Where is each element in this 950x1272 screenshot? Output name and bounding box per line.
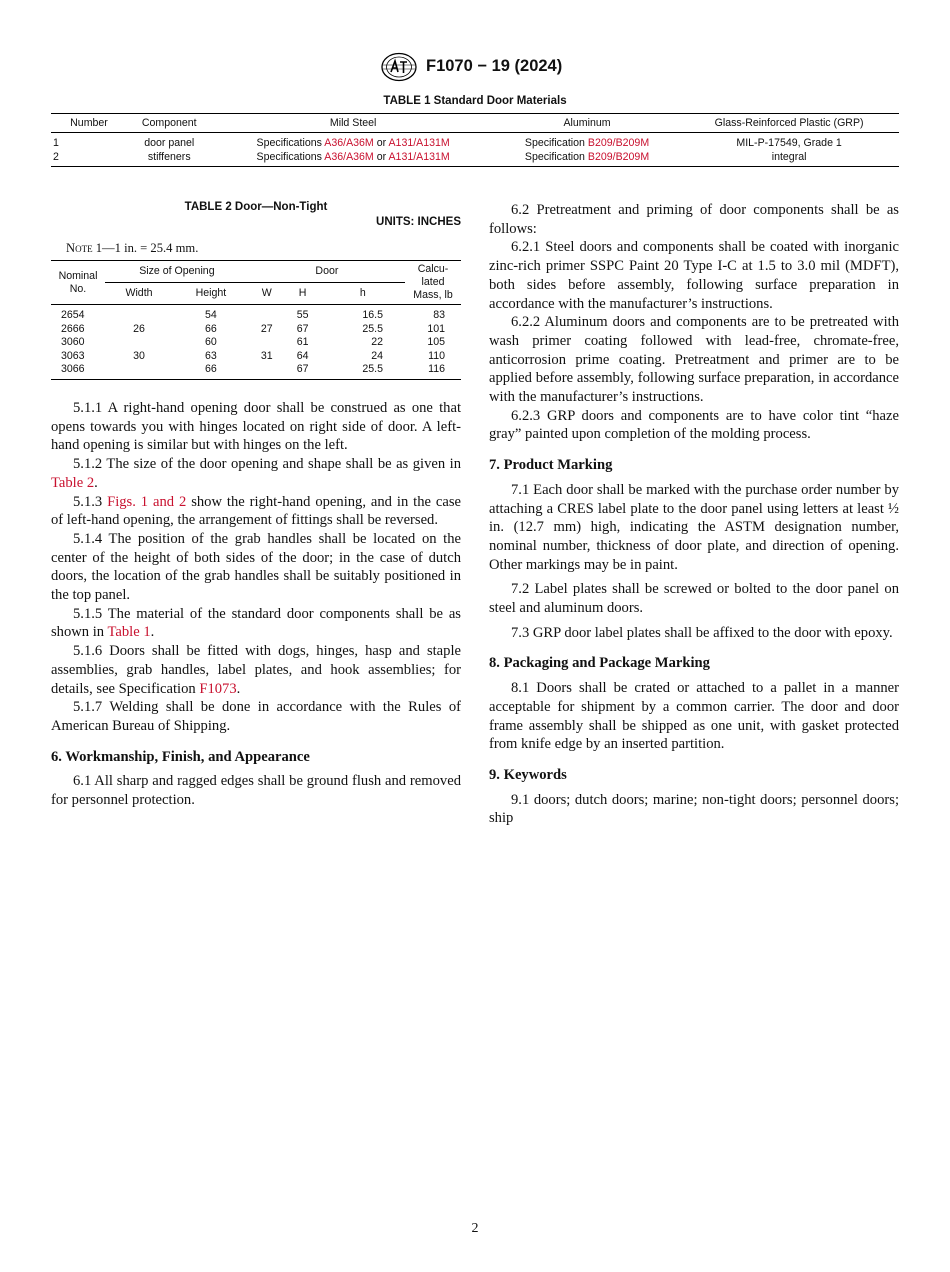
table-header-row [51,114,899,133]
column-header-W: W [249,283,285,305]
paragraph-7-3: 7.3 GRP door label plates shall be affixed to the door with epoxy. [511,624,893,641]
spec-link-a131[interactable]: A131/A131M [388,150,450,163]
cell-h: 25.5 [362,363,383,375]
column-header-size-of-opening: Size of Opening [139,265,215,277]
cell-h: 25.5 [362,322,383,335]
spec-link-b209[interactable]: B209/B209M [587,150,650,163]
cell-grp: MIL-P-17549, Grade 1 [736,137,842,149]
right-column [489,201,899,828]
cell-nominal: 2666 [61,322,85,335]
cell-grp: integral [771,150,807,163]
spec-link-a36[interactable]: A36/A36M [324,137,374,149]
paragraph-7-2: 7.2 Label plates shall be screwed or bolted to the door panel on steel and aluminum doors. [489,581,899,617]
cell-h: 16.5 [362,309,383,321]
column-header-nominal: Nominal No. [58,269,98,295]
cell-mass: 105 [427,336,445,348]
cell-height: 66 [205,322,217,335]
column-header-H: H [285,283,321,305]
cell-H: 61 [296,336,309,348]
column-header-mild-steel: Mild Steel [329,117,377,129]
column-header-height: Height [173,283,249,305]
cell-mild-steel: Specifications A36/A36M or A131/A131M [256,150,450,163]
cell-W [249,363,285,379]
cell-h: 24 [371,349,383,362]
table-row [51,323,461,337]
standard-door-materials-table [51,113,899,167]
cell-mass: 116 [428,363,445,375]
cell-H: 67 [296,322,309,335]
table-row [51,151,899,167]
section-heading-8: 8. Packaging and Package Marking [489,655,710,672]
paragraph-5-1-7: 5.1.7 Welding shall be done in accordance with the Rules of American Bureau of Shipping. [51,699,461,734]
cell-h: 22 [371,336,383,348]
paragraph-8-1: 8.1 Doors shall be crated or attached to a pallet in a manner acceptable for shipment by a common carrier. The door and door frame assembly shall be shipped as one unit, with gasket protected from knife edge by an inserted partition. [489,680,899,753]
column-header-calculated-mass: Calcu- lated Mass, lb [413,263,453,301]
table-row [51,363,461,379]
cell-aluminum: Specification B209/B209M [524,137,650,149]
table2-note: Note 1—1 in. = 25.4 mm. [66,241,199,255]
paragraph-6-2-1: 6.2.1 Steel doors and components shall be coated with inorganic zinc-rich primer SSPC Paint 20 Type I-C at 1.5 to 3.0 mil (MDFT), both sides before assembly, following surface preparation in accordance with the manufacturer’s instructions. [489,239,899,312]
paragraph-5-1-4: 5.1.4 The position of the grab handles shall be located on the center of the height of both sides of the door; in the case of dutch doors, the location of the grab handles shall be suitably positioned in the top panel. [51,530,461,604]
cell-component: stiffeners [147,150,191,163]
cell-mass: 83 [433,309,445,321]
cell-height: 60 [205,336,217,348]
table-header-row [51,261,461,283]
table-row [51,305,461,323]
paragraph-5-1-3: 5.1.3 Figs. 1 and 2 show the right-hand opening, and in the case of left-hand opening, the arrangement of fittings shall be reversed. [51,493,461,529]
section-heading-9: 9. Keywords [489,766,567,783]
cell-nominal: 3066 [61,363,85,375]
cell-width [105,336,173,350]
paragraph-5-1-1: 5.1.1 A right-hand opening door shall be construed as one that opens towards you with hinges located on right side of door. A left-hand opening is similar but with hinges on the left. [51,400,461,454]
paragraph-9-1: 9.1 doors; dutch doors; marine; non-tight doors; personnel doors; ship [489,791,899,827]
door-non-tight-table [51,260,461,380]
cell-H: 64 [296,349,309,362]
cell-H: 67 [296,363,309,375]
astm-logo-icon [380,52,418,82]
table2-caption: TABLE 2 Door—Non-Tight [184,201,328,213]
table-row [51,350,461,364]
document-designation: F1070 − 19 (2024) [426,57,563,75]
paragraph-6-2: 6.2 Pretreatment and priming of door components shall be as follows: [489,202,899,237]
table2-link[interactable]: Table 2 [51,474,95,491]
cell-height: 54 [205,309,217,321]
cell-nominal: 3060 [61,336,85,348]
paragraph-5-1-5: 5.1.5 The material of the standard door components shall be as shown in Table 1. [51,605,461,641]
cell-mass: 101 [427,322,445,335]
table2-units: UNITS: INCHES [376,216,461,228]
table-row [51,133,899,151]
column-header-aluminum: Aluminum [563,117,611,129]
cell-width: 26 [133,322,145,335]
cell-mass: 110 [428,349,445,362]
cell-width: 30 [133,349,145,362]
cell-W: 31 [260,349,273,362]
figures-link[interactable]: Figs. 1 and 2 [107,493,187,510]
paragraph-6-2-3: 6.2.3 GRP doors and components are to have color tint “haze gray” painted upon completion of the molding process. [489,407,899,443]
paragraph-7-1: 7.1 Each door shall be marked with the purchase order number by attaching a CRES label plate to the door panel using letters at least ½ in. (12.7 mm) high, indicating the ASTM designation number, nominal number, thickness of door plate, and direction of opening. Other markings may be in paint. [489,481,899,573]
cell-number: 2 [53,150,59,163]
paragraph-5-1-6: 5.1.6 Doors shall be fitted with dogs, hinges, hasp and staple assemblies, grab handles, label plates, and hook assemblies; for details, see Specification F1073. [51,643,461,697]
cell-width [105,363,173,379]
table1-link[interactable]: Table 1 [107,624,151,641]
table-subheader-row [51,283,461,305]
cell-W [249,336,285,350]
spec-link-a36[interactable]: A36/A36M [324,150,374,163]
paragraph-6-2-2: 6.2.2 Aluminum doors and components are to be pretreated with wash primer coating followed with lead-free, chromate-free, anticorrosion prime coating. Pretreatment and primer are to be applied before assembly, following surface preparation, in accordance with the manufacturer’s instructions. [489,314,899,406]
paragraph-5-1-2: 5.1.2 The size of the door opening and shape shall be as given in Table 2. [51,456,461,491]
cell-H: 55 [296,309,309,321]
cell-nominal: 3063 [61,349,85,362]
cell-W: 27 [260,322,273,335]
section-heading-6: 6. Workmanship, Finish, and Appearance [51,748,310,765]
column-header-h: h [321,283,405,305]
cell-height: 63 [205,349,217,362]
spec-link-f1073[interactable]: F1073 [199,680,237,697]
left-column [51,399,461,810]
paragraph-6-1: 6.1 All sharp and ragged edges shall be ground flush and removed for personnel protection. [51,773,461,809]
cell-aluminum: Specification B209/B209M [524,150,650,163]
page-number: 2 [471,1221,479,1236]
table-row [51,336,461,350]
cell-component: door panel [144,137,195,149]
cell-width [105,305,173,323]
column-header-component: Component [141,117,197,129]
column-header-width: Width [105,283,173,305]
column-header-grp: Glass-Reinforced Plastic (GRP) [714,117,864,129]
section-heading-7: 7. Product Marking [489,457,613,474]
cell-height: 66 [205,363,217,375]
cell-mild-steel: Specifications A36/A36M or A131/A131M [256,137,450,149]
cell-number: 1 [53,137,59,149]
spec-link-a131[interactable]: A131/A131M [388,137,450,149]
spec-link-b209[interactable]: B209/B209M [587,137,650,149]
cell-W [249,305,285,323]
column-header-door: Door [315,265,339,277]
page-header [0,52,950,84]
table1-caption: TABLE 1 Standard Door Materials [383,95,567,107]
column-header-number: Number [70,117,108,129]
cell-nominal: 2654 [61,309,85,321]
